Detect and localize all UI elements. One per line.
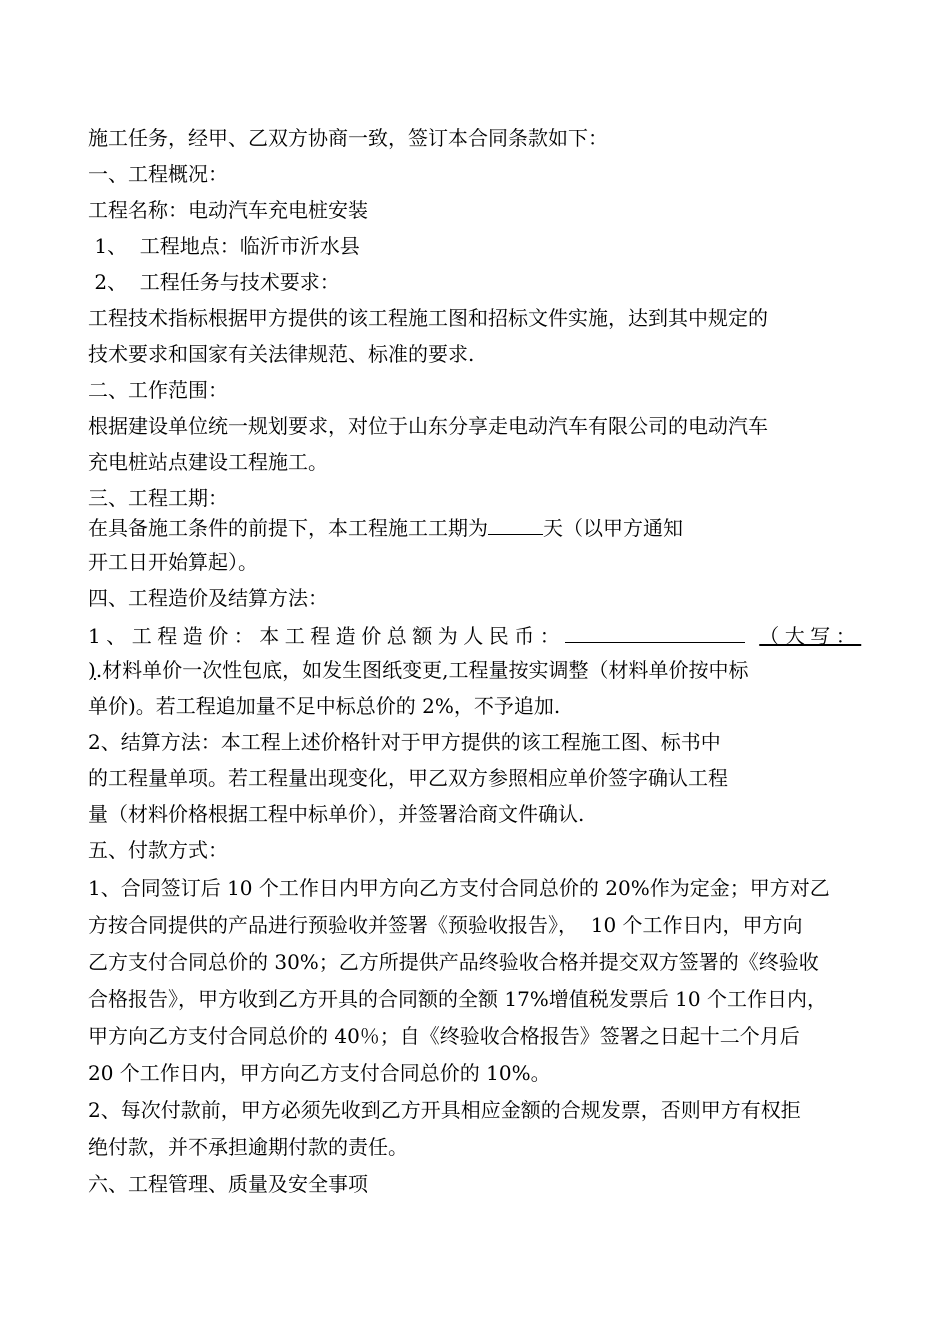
contract-price-text: 1、工程造价：本工程造价总额为人民币： (88, 624, 566, 648)
duration-line-2: 开工日开始算起）。 (88, 550, 258, 574)
duration-days-blank (488, 514, 543, 535)
project-location-line: 1、 工程地点：临沂市沂水县 (88, 234, 360, 258)
price-amount-blank (565, 622, 745, 643)
tech-requirements-line-2: 技术要求和国家有关法律规范、标准的要求. (88, 342, 475, 366)
settlement-line-3: 量（材料价格根据工程中标单价），并签署洽商文件确认. (88, 802, 585, 826)
material-price-line (88, 658, 749, 682)
price-capital-close: ) (88, 658, 96, 682)
project-name-line: 工程名称：电动汽车充电桩安装 (88, 198, 368, 222)
duration-text-b: 天（以甲方通知 (543, 516, 683, 540)
price-capital-label: （大写： (759, 624, 862, 648)
payment-terms-line-3: 乙方支付合同总价的 30%；乙方所提供产品终验收合格并提交双方签署的《终验收 (88, 950, 819, 974)
section-2-heading: 二、工作范围： (88, 378, 228, 402)
material-price-text: .材料单价一次性包底，如发生图纸变更,工程量按实调整（材料单价按中标 (95, 658, 749, 682)
payment-terms-line-2: 方按合同提供的产品进行预验收并签署《预验收报告》， 10 个工作日内，甲方向 (88, 913, 803, 937)
settlement-line-2: 的工程量单项。若工程量出现变化，甲乙双方参照相应单价签字确认工程 (88, 766, 728, 790)
settlement-line-1: 2、结算方法：本工程上述价格针对于甲方提供的该工程施工图、标书中 (88, 730, 721, 754)
work-scope-line-1: 根据建设单位统一规划要求，对位于山东分享走电动汽车有限公司的电动汽车 (88, 414, 768, 438)
section-3-heading: 三、工程工期： (88, 486, 228, 510)
payment-terms-line-1: 1、合同签订后 10 个工作日内甲方向乙方支付合同总价的 20%作为定金；甲方对乙 (88, 876, 830, 900)
duration-line-1 (88, 514, 683, 540)
work-scope-line-2: 充电桩站点建设工程施工。 (88, 450, 328, 474)
payment-terms-line-4: 合格报告》，甲方收到乙方开具的合同额的全额 17%增值税发票后 10 个工作日内， (88, 987, 827, 1011)
tech-requirements-line-1: 工程技术指标根据甲方提供的该工程施工图和招标文件实施，达到其中规定的 (88, 306, 768, 330)
duration-text-a: 在具备施工条件的前提下，本工程施工工期为 (88, 516, 488, 540)
contract-price-line (88, 622, 861, 648)
payment-terms-line-6: 20 个工作日内，甲方向乙方支付合同总价的 10%。 (88, 1061, 551, 1085)
additional-amount-line: 单价)。若工程追加量不足中标总价的 2%，不予追加. (88, 694, 561, 718)
intro-line: 施工任务，经甲、乙双方协商一致，签订本合同条款如下： (88, 126, 608, 150)
payment-terms-line-5: 甲方向乙方支付合同总价的 40％；自《终验收合格报告》签署之日起十二个月后 (88, 1024, 800, 1048)
section-5-heading: 五、付款方式： (88, 838, 228, 862)
section-6-heading: 六、工程管理、质量及安全事项 (88, 1172, 368, 1196)
section-4-heading: 四、工程造价及结算方法： (88, 586, 328, 610)
invoice-terms-line-1: 2、每次付款前，甲方必须先收到乙方开具相应金额的合规发票，否则甲方有权拒 (88, 1098, 801, 1122)
section-1-heading: 一、工程概况： (88, 162, 228, 186)
invoice-terms-line-2: 绝付款，并不承担逾期付款的责任。 (88, 1135, 408, 1159)
project-task-line: 2、 工程任务与技术要求： (88, 270, 340, 294)
